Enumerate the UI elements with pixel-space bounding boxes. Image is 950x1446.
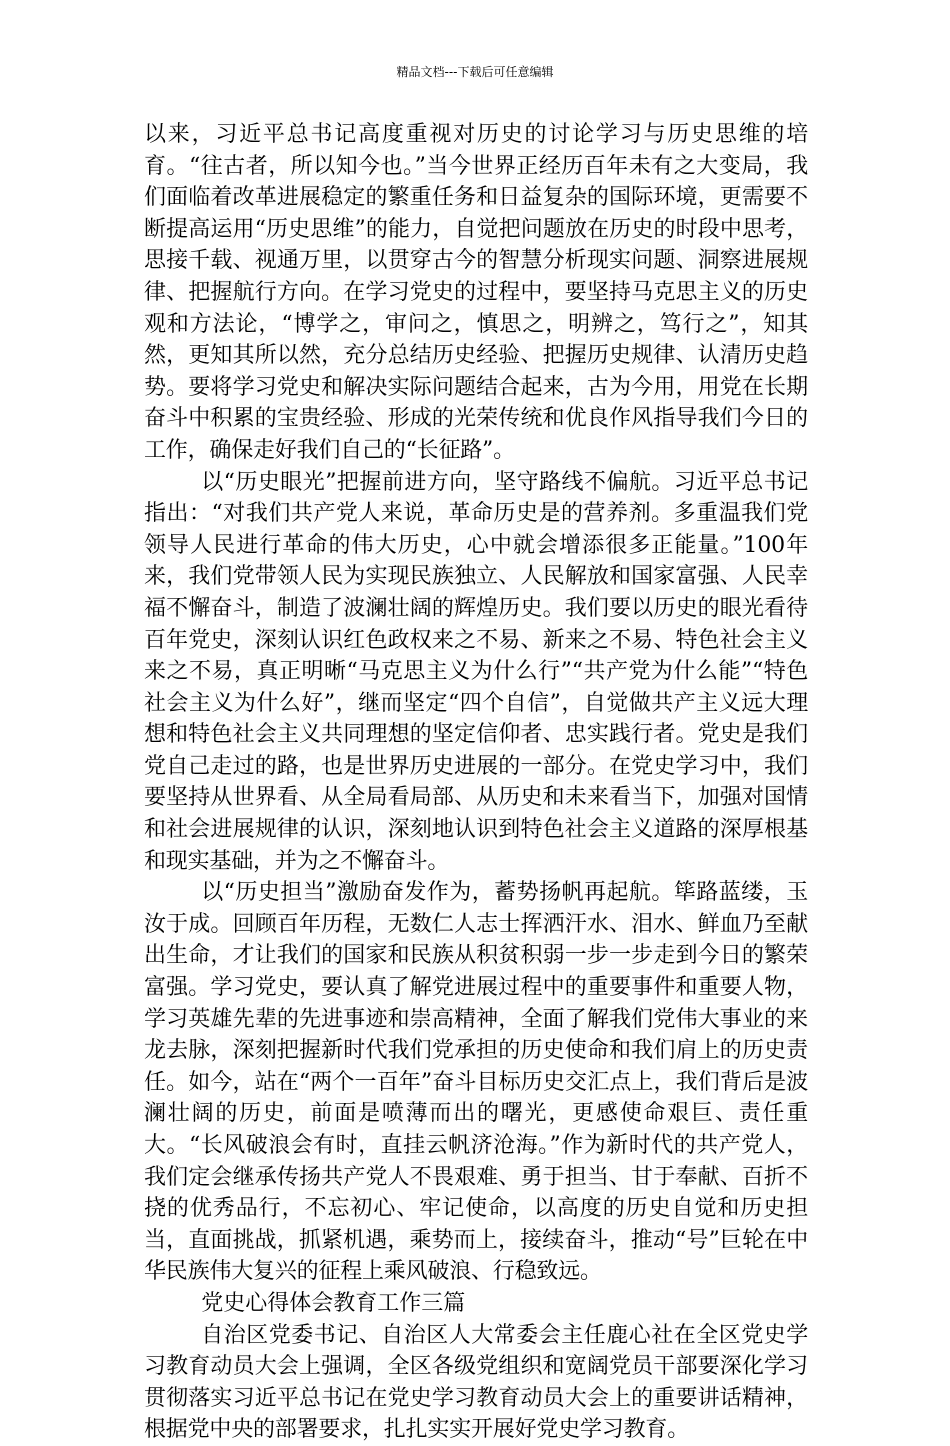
page-header: 精品文档---下载后可任意编辑 xyxy=(396,65,554,79)
document-body xyxy=(144,119,808,1446)
paragraph-history-vision: 以“历史眼光”把握前进方向，坚守路线不偏航。习近平总书记指出：“对我们共产党人来说，革命历史是的营养剂。多重温我们党领导人民进行革命的伟大历史，心中就会增添很多正能量。”100年来，我们党带领人民为实现民族独立、人民解放和国家富强、人民幸福不懈奋斗，制造了波澜壮阔的辉煌历史。我们要以历史的眼光看待百年党史，深刻认识红色政权来之不易、新来之不易、特色社会主义来之不易，真正明晰“马克思主义为什么行”“共产党为什么能”“特色社会主义为什么好”，继而坚定“四个自信”，自觉做共产主义远大理想和特色社会主义共同理想的坚定信仰者、忠实践行者。党史是我们党自己走过的路，也是世界历史进展的一部分。在党史学习中，我们要坚持从世界看、从全局看局部、从历史和未来看当下，加强对国情和社会进展规律的认识，深刻地认识到特色社会主义道路的深厚根基和现实基础，并为之不懈奋斗。 xyxy=(144,469,808,874)
paragraph-history-thinking: 以来，习近平总书记高度重视对历史的讨论学习与历史思维的培育。“往古者，所以知今也。”当今世界正经历百年未有之大变局，我们面临着改革进展稳定的繁重任务和日益复杂的国际环境，更需要不断提高运用“历史思维”的能力，自觉把问题放在历史的时段中思考，思接千载、视通万里，以贯穿古今的智慧分析现实问题、洞察进展规律、把握航行方向。在学习党史的过程中，要坚持马克思主义的历史观和方法论，“博学之，审问之，慎思之，明辨之，笃行之”，知其然，更知其所以然，充分总结历史经验、把握历史规律、认清历史趋势。要将学习党史和解决实际问题结合起来，古为今用，用党在长期奋斗中积累的宝贵经验、形成的光荣传统和优良作风指导我们今日的工作，确保走好我们自己的“长征路”。 xyxy=(144,122,808,463)
section-title: 党史心得体会教育工作三篇 xyxy=(201,1290,466,1316)
paragraph-closing: 自治区党委书记、自治区人大常委会主任鹿心社在全区党史学习教育动员大会上强调，全区各级党组织和宽阔党员干部要深化学习贯彻落实习近平总书记在党史学习教育动员大会上的重要讲话精神，根据党中央的部署要求，扎扎实实开展好党史学习教育。 xyxy=(144,1322,808,1443)
paragraph-history-responsibility: 以“历史担当”激励奋发作为，蓄势扬帆再起航。筚路蓝缕，玉汝于成。回顾百年历程，无数仁人志士挥洒汗水、泪水、鲜血乃至献出生命，才让我们的国家和民族从积贫积弱一步一步走到今日的繁荣富强。学习党史，要认真了解党进展过程中的重要事件和重要人物，学习英雄先辈的先进事迹和崇高精神，全面了解我们党伟大事业的来龙去脉，深刻把握新时代我们党承担的历史使命和我们肩上的历史责任。如今，站在“两个一百年”奋斗目标历史交汇点上，我们背后是波澜壮阔的历史，前面是喷薄而出的曙光，更感使命艰巨、责任重大。“长风破浪会有时，直挂云帆济沧海。”作为新时代的共产党人，我们定会继承传扬共产党人不畏艰难、勇于担当、甘于奉献、百折不挠的优秀品行，不忘初心、牢记使命，以高度的历史自觉和历史担当，直面挑战，抓紧机遇，乘势而上，接续奋斗，推动“号”巨轮在中华民族伟大复兴的征程上乘风破浪、行稳致远。 xyxy=(144,880,808,1285)
